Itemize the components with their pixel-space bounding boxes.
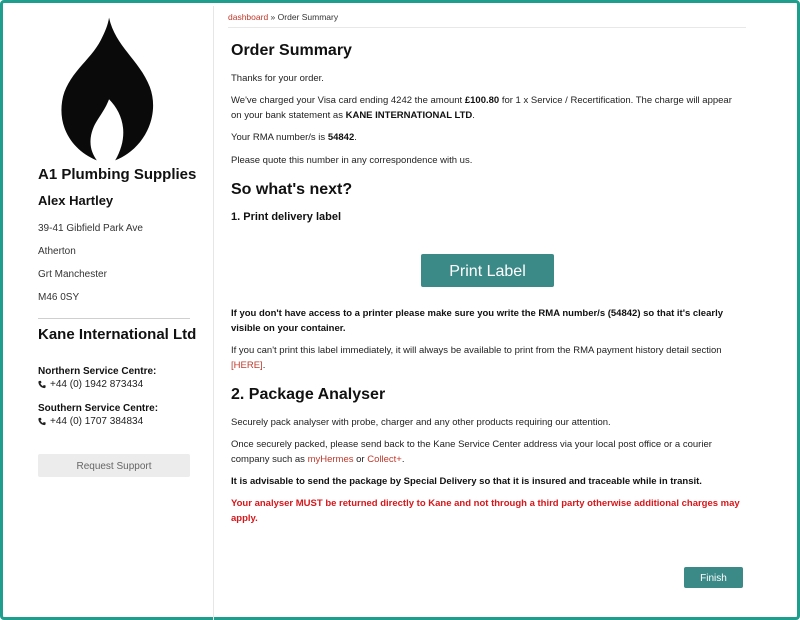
printer-note: If you don't have access to a printer please make sure you write the RMA number/s (54842) so that it's clearly visible on your container. (231, 308, 723, 334)
pack-text: Securely pack analyser with probe, charger and any other products requiring our attention. (231, 417, 611, 428)
breadcrumb-separator: » (270, 12, 276, 22)
return-warning: Your analyser MUST be returned directly to Kane and not through a third party otherwise additional charges may apply. (231, 498, 740, 524)
phone-icon (38, 380, 46, 389)
kane-title: Kane International Ltd (38, 326, 197, 343)
northern-centre-label: Northern Service Centre: (38, 366, 157, 377)
special-delivery-note: It is advisable to send the package by Special Delivery so that it is insured and traceable while in transit. (231, 476, 702, 487)
here-link[interactable]: [HERE] (231, 360, 263, 371)
sidebar-divider (38, 318, 190, 319)
address-line: M46 0SY (38, 292, 80, 303)
step-1-title: 1. Print delivery label (231, 211, 342, 223)
print-later-text: If you can't print this label immediately, it will always be available to print from the RMA payment history detail section [HERE]. (231, 345, 722, 371)
rma-text: Your RMA number/s is 54842. (231, 132, 357, 143)
breadcrumb-dashboard-link[interactable]: dashboard (228, 12, 269, 22)
collectplus-link[interactable]: Collect+ (367, 454, 402, 465)
header-divider (228, 27, 746, 28)
charge-amount: £100.80 (464, 95, 500, 106)
statement-name: KANE INTERNATIONAL LTD (345, 110, 473, 121)
address-line: Grt Manchester (38, 269, 107, 280)
charge-text: We've charged your Visa card ending 4242 the amount £100.80 for 1 x Service / Recertification. The charge will appear on your bank statement as KANE INTERNATIONAL LTD. (231, 95, 732, 121)
northern-phone-number: +44 (0) 1942 873434 (50, 379, 144, 390)
print-label-button[interactable]: Print Label (421, 254, 554, 287)
southern-phone-number: +44 (0) 1707 384834 (50, 416, 144, 427)
main-content (228, 6, 748, 620)
send-text: Once securely packed, please send back to the Kane Service Center address via your local post office or a courier company such as myHermes or Collect+. (231, 439, 712, 465)
customer-company-name: A1 Plumbing Supplies (38, 166, 197, 183)
thanks-text: Thanks for your order. (231, 73, 324, 84)
flame-icon (56, 16, 158, 162)
address-line: 39-41 Gibfield Park Ave (38, 223, 143, 234)
sidebar (6, 6, 214, 620)
southern-centre-phone (38, 416, 143, 427)
breadcrumb-current: Order Summary (277, 12, 339, 22)
next-steps-title: So what's next? (231, 181, 353, 198)
quote-text: Please quote this number in any correspondence with us. (231, 155, 473, 166)
page-title: Order Summary (231, 42, 352, 59)
finish-button[interactable]: Finish (684, 567, 743, 588)
rma-number: 54842 (327, 132, 355, 143)
package-title: 2. Package Analyser (231, 386, 386, 403)
breadcrumb (228, 12, 338, 22)
phone-icon (38, 417, 46, 426)
myhermes-link[interactable]: myHermes (307, 454, 354, 465)
address-line: Atherton (38, 246, 76, 257)
southern-centre-label: Southern Service Centre: (38, 403, 159, 414)
northern-centre-phone (38, 379, 143, 390)
customer-contact-name: Alex Hartley (38, 193, 114, 208)
request-support-button[interactable]: Request Support (38, 454, 190, 477)
